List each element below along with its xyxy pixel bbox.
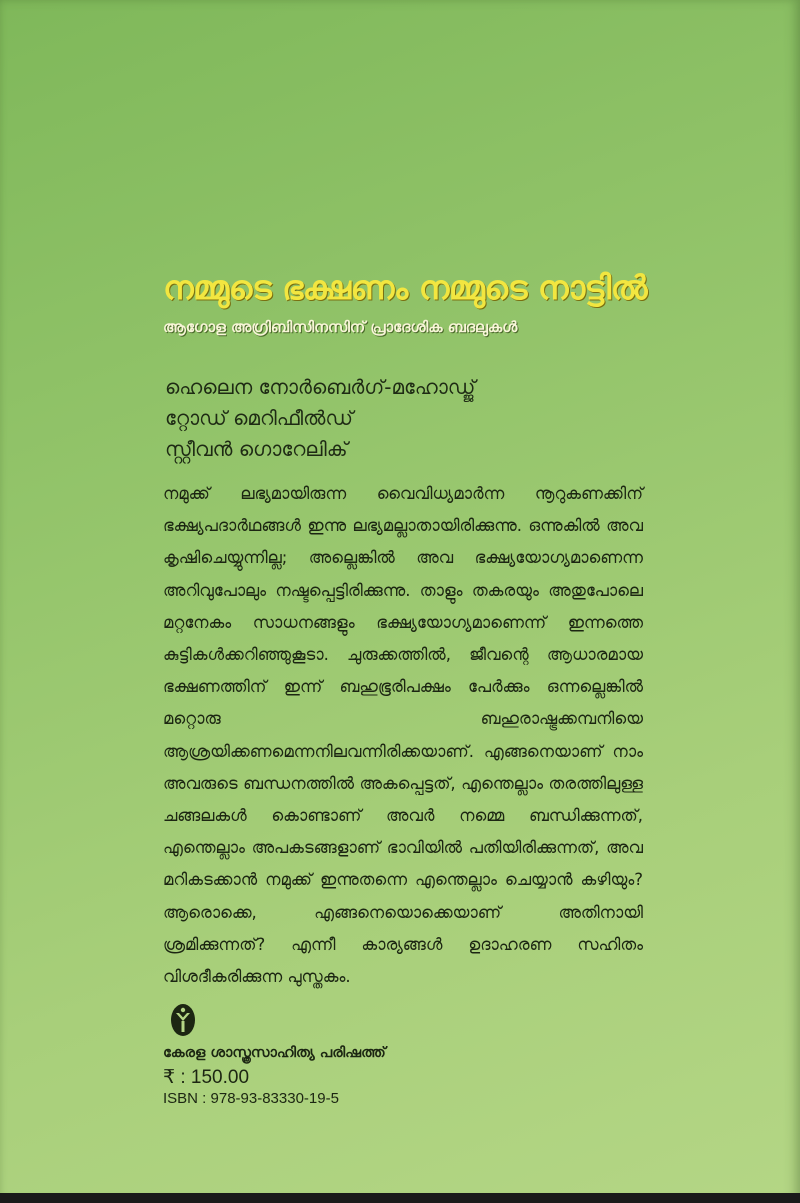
- book-blurb: നമുക്ക് ലഭ്യമായിരുന്ന വൈവിധ്യമാർന്ന നൂറുകണക്കിന് ഭക്ഷ്യപദാർഥങ്ങൾ ഇന്നു ലഭ്യമല്ലാതായിരിക്കുന്നു. ഒന്നുകിൽ അവ കൃഷിചെയ്യുന്നില്ല; അല്ലെങ്കിൽ അവ ഭക്ഷ്യയോഗ്യമാണെന്ന അറിവുപോലും നഷ്ടപ്പെട്ടിരിക്കുന്നു. താളും തകരയും അതുപോലെ മറ്റനേകം സാധനങ്ങളും ഭക്ഷ്യയോഗ്യമാണെന്ന് ഇന്നത്തെ കുട്ടികൾക്കറിഞ്ഞുകൂടാ. ചുരുക്കത്തിൽ, ജീവന്റെ ആധാരമായ ഭക്ഷണത്തിന് ഇന്ന് ബഹുഭൂരിപക്ഷം പേർക്കും ഒന്നല്ലെങ്കിൽ മറ്റൊരു ബഹുരാഷ്ട്രക്കമ്പനിയെ ആശ്രയിക്കണമെന്നനിലവന്നിരിക്കയാണ്. എങ്ങനെയാണ് നാം അവരുടെ ബന്ധനത്തിൽ അകപ്പെട്ടത്, എന്തെല്ലാം തരത്തിലുള്ള ചങ്ങലകൾ കൊണ്ടാണ് അവർ നമ്മെ ബന്ധിക്കുന്നത്, എന്തെല്ലാം അപകടങ്ങളാണ് ഭാവിയിൽ പതിയിരിക്കുന്നത്, അവ മറികടക്കാൻ നമുക്ക് ഇന്നുതന്നെ എന്തെല്ലാം ചെയ്യാൻ കഴിയും? ആരൊക്കെ, എങ്ങനെയൊക്കെയാണ് അതിനായി ശ്രമിക്കുന്നത്? എന്നീ കാര്യങ്ങൾ ഉദാഹരണ സഹിതം വിശദീകരിക്കുന്ന പുസ്തകം.: [163, 484, 643, 987]
- page-edge: [0, 1193, 800, 1203]
- publisher-logo-icon: [170, 1003, 196, 1037]
- author-name: ഹെലെന നോർബെർഗ്-മഹോഡ്ജ്: [165, 375, 476, 399]
- author-name: സ്റ്റീവൻ ഗൊറേലിക്: [165, 437, 348, 461]
- book-title: നമ്മുടെ ഭക്ഷണം നമ്മുടെ നാട്ടിൽ: [163, 268, 647, 307]
- book-price: ₹ : 150.00: [163, 1067, 250, 1088]
- author-name: റ്റോഡ് മെറിഫീൽഡ്: [165, 406, 354, 430]
- book-subtitle: ആഗോള അഗ്രിബിസിനസിന് പ്രാദേശിക ബദലുകൾ: [163, 318, 518, 336]
- book-isbn: ISBN : 978-93-83330-19-5: [163, 1090, 339, 1107]
- author-list: [165, 372, 765, 465]
- publisher-name: കേരള ശാസ്ത്രസാഹിത്യ പരിഷത്ത്: [163, 1045, 386, 1061]
